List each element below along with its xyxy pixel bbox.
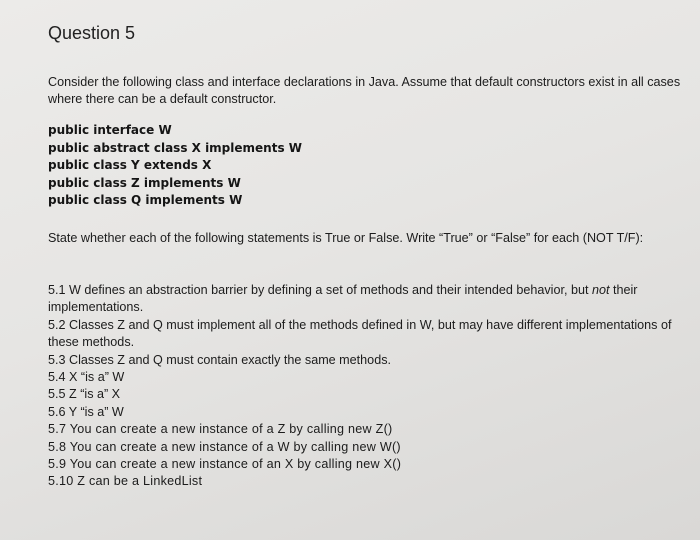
statement-5-1-text: 5.1 W defines an abstraction barrier by defining a set of methods and their intended behavior, but [48, 283, 592, 297]
statement-5-9: 5.9 You can create a new instance of an X by calling new X() [48, 457, 402, 472]
statements-list [48, 282, 688, 491]
statement-5-5: 5.5 Z “is a” X [48, 387, 121, 402]
statement-5-10: 5.10 Z can be a LinkedList [48, 474, 203, 489]
statement-5-8: 5.8 You can create a new instance of a W by calling new W() [48, 439, 401, 454]
statement-5-3: 5.3 Classes Z and Q must contain exactly the same methods. [48, 352, 391, 367]
declaration-class-q: public class Q implements W [48, 193, 243, 208]
statement-5-4: 5.4 X “is a” W [48, 370, 125, 385]
question-intro: Consider the following class and interface declarations in Java. Assume that default constructors exist in all cases where there can be a default constructor. [48, 75, 681, 106]
statement-5-7: 5.7 You can create a new instance of a Z by calling new Z() [48, 422, 393, 437]
statement-5-2: 5.2 Classes Z and Q must implement all of the methods defined in W, but may have different implementations of these methods. [48, 317, 672, 350]
question-title: Question 5 [48, 23, 136, 43]
statement-5-1 [48, 282, 688, 317]
statement-5-1-emphasis: not [591, 283, 610, 297]
declaration-class-z: public class Z implements W [48, 175, 241, 190]
declaration-interface-w: public interface W [48, 123, 172, 137]
statement-5-1-suffix: their implementations. [48, 283, 638, 315]
declaration-class-x: public abstract class X implements W [48, 140, 303, 155]
declarations-block [48, 122, 302, 210]
instructions-text: State whether each of the following statements is True or False. Write “True” or “False” for each (NOT T/F): [48, 231, 644, 245]
statement-5-6: 5.6 Y “is a” W [48, 404, 124, 419]
declaration-class-y: public class Y extends X [48, 158, 212, 173]
